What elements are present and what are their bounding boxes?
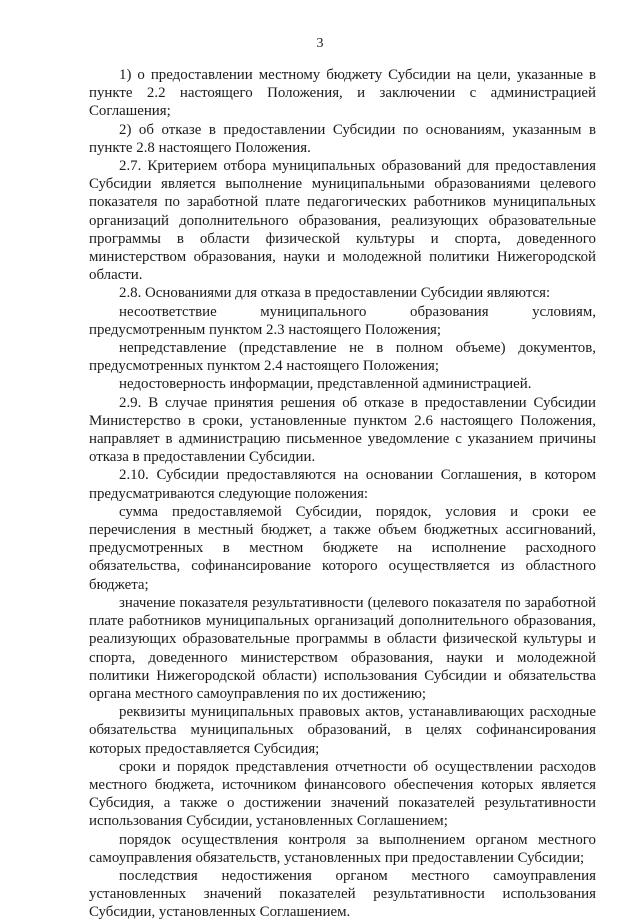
paragraph-provision-reporting: сроки и порядок представления отчетности об осуществлении расходов местного бюджета, источником финансового обеспечения которых является Субсидия, а также о достижении значений показателей результативности использования Субсидии, установленных Соглашением;: [89, 758, 596, 830]
paragraph-2-8-grounds: 2.8. Основаниями для отказа в предоставлении Субсидии являются:: [119, 285, 551, 302]
paragraph-provision-control: порядок осуществления контроля за выполнением органом местного самоуправления обязательств, установленных при предоставлении Субсидии;: [89, 831, 596, 866]
paragraph-decision-provide: 1) о предоставлении местному бюджету Субсидии на цели, указанные в пункте 2.2 настоящего Положения, и заключении с администрацией Соглашения;: [89, 67, 596, 120]
document-body: [89, 66, 596, 922]
paragraph-decision-refuse: 2) об отказе в предоставлении Субсидии по основаниям, указанным в пункте 2.8 настоящего Положения.: [89, 121, 596, 156]
paragraph-2-9-refusal-notice: 2.9. В случае принятия решения об отказе в предоставлении Субсидии Министерство в сроки, установленные пунктом 2.6 настоящего Положения, направляет в администрацию письменное уведомление с указанием причины отказа в предоставлении Субсидии.: [89, 394, 596, 466]
paragraph-provision-legal-acts: реквизиты муниципальных правовых актов, устанавливающих расходные обязательства муниципальных образований, в целях софинансирования которых предоставляется Субсидия;: [89, 704, 596, 757]
paragraph-ground-inaccuracy: недостоверность информации, представленной администрацией.: [119, 376, 532, 393]
paragraph-ground-nonsubmission: непредставление (представление не в полном объеме) документов, предусмотренных пунктом 2.4 настоящего Положения;: [89, 340, 596, 375]
paragraph-provision-indicator: значение показателя результативности (целевого показателя по заработной плате работников муниципальных организаций дополнительного образования, реализующих образовательные программы в области физической культуры и спорта, доведенного министерством образования, науки и молодежной политики Нижегородской области) использования Субсидии и обязательства органа местного самоуправления по их достижению;: [89, 594, 596, 702]
paragraph-provision-amount: сумма предоставляемой Субсидии, порядок, условия и сроки ее перечисления в местный бюджет, а также объем бюджетных ассигнований, предусмотренных в местном бюджете на исполнение расходного обязательства, софинансирование которого осуществляется из областного бюджета;: [89, 503, 596, 593]
paragraph-ground-noncompliance: несоответствие муниципального образования условиям, предусмотренным пунктом 2.3 настоящего Положения;: [89, 303, 596, 338]
page-number: 3: [316, 36, 324, 51]
paragraph-2-10-agreement: 2.10. Субсидии предоставляются на основании Соглашения, в котором предусматриваются следующие положения:: [89, 467, 596, 502]
paragraph-2-7-criterion: 2.7. Критерием отбора муниципальных образований для предоставления Субсидии является выполнение муниципальными образованиями целевого показателя по заработной плате педагогических работников муниципальных организаций дополнительного образования, реализующих образовательные программы в области физической культуры и спорта, доведенного министерством образования, науки и молодежной политики Нижегородской области.: [89, 158, 596, 284]
paragraph-provision-consequences: последствия недостижения органом местного самоуправления установленных значений показателей результативности использования Субсидии, установленных Соглашением.: [89, 867, 596, 921]
